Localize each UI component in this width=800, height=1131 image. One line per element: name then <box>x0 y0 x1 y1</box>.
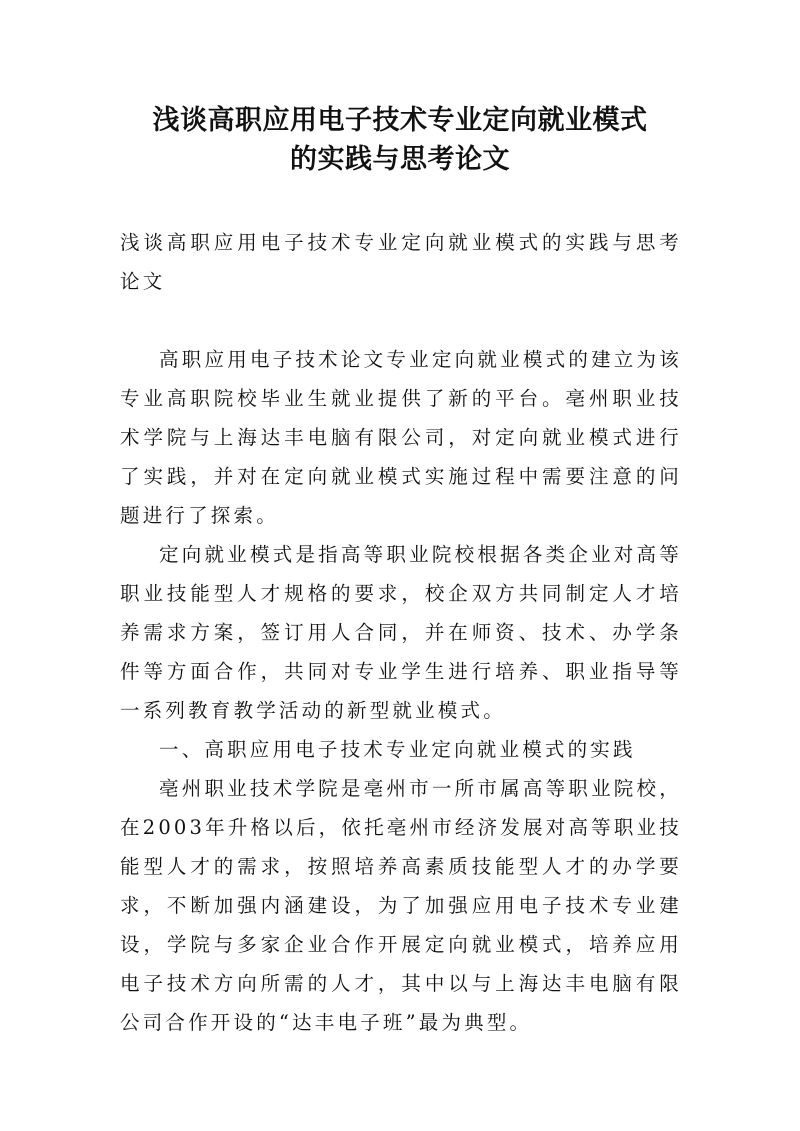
document-body <box>120 223 682 1042</box>
paragraph-intro: 高职应用电子技术论文专业定向就业模式的建立为该专业高职院校毕业生就业提供了新的平台。亳州职业技术学院与上海达丰电脑有限公司，对定向就业模式进行了实践，并对在定向就业模式实施过程中需要注意的问题进行了探索。 <box>120 348 682 527</box>
document-subtitle: 浅谈高职应用电子技术专业定向就业模式的实践与思考论文 <box>120 231 682 293</box>
document-title-line-2: 的实践与思考论文 <box>290 144 510 175</box>
paragraph-definition: 定向就业模式是指高等职业院校根据各类企业对高等职业技能型人才规格的要求，校企双方共同制定人才培养需求方案，签订用人合同，并在师资、技术、办学条件等方面合作，共同对专业学生进行培养、职业指导等一系列教育教学活动的新型就业模式。 <box>120 543 682 722</box>
document-title-line-1: 浅谈高职应用电子技术专业定向就业模式 <box>152 105 648 136</box>
paragraph-practice: 亳州职业技术学院是亳州市一所市属高等职业院校，在2003年升格以后，依托亳州市经济发展对高等职业技能型人才的需求，按照培养高素质技能型人才的办学要求，不断加强内涵建设，为了加强应用电子技术专业建设，学院与多家企业合作开展定向就业模式，培养应用电子技术方向所需的人才，其中以与上海达丰电脑有限公司合作开设的“达丰电子班”最为典型。 <box>120 777 682 1034</box>
section-heading-1: 一、高职应用电子技术专业定向就业模式的实践 <box>159 738 636 761</box>
